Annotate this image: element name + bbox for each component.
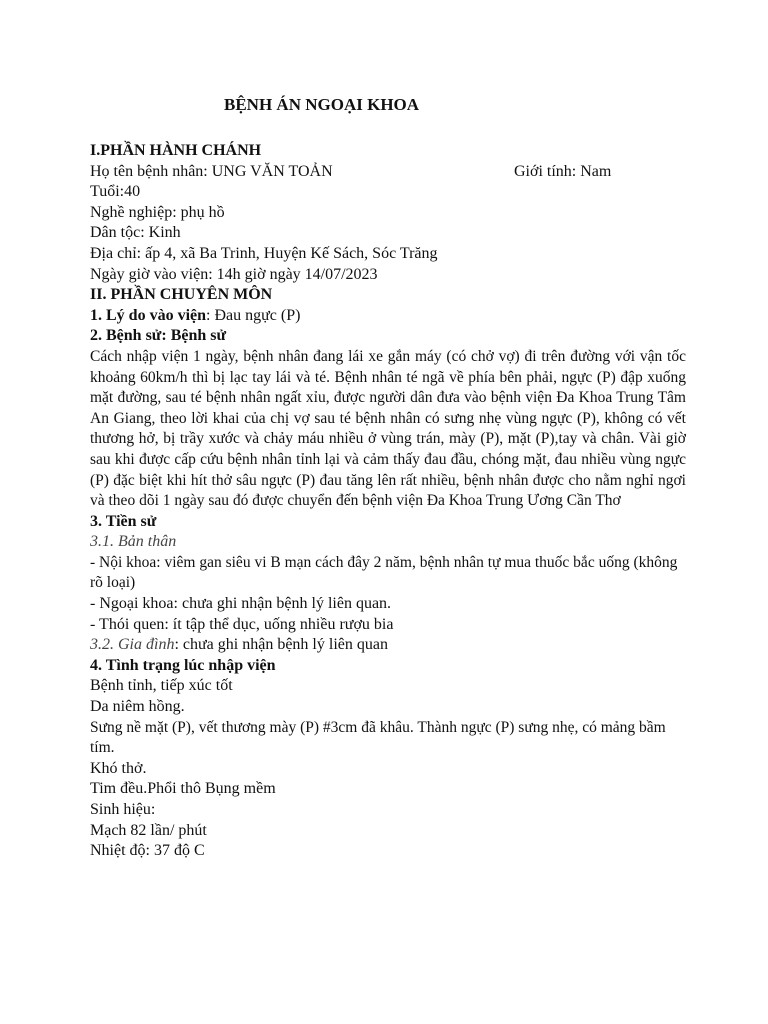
document-content — [90, 141, 700, 862]
status-line: Nhiệt độ: 37 độ C — [90, 842, 205, 860]
admission-reason — [90, 306, 700, 327]
family-history-label: 3.2. Gia đình — [90, 636, 175, 654]
status-line: Sinh hiệu: — [90, 801, 156, 818]
patient-gender: Giới tính: Nam — [514, 162, 612, 180]
medical-history-text: Cách nhập viện 1 ngày, bệnh nhân đang lái xe gắn máy (có chở vợ) đi trên đường với vận tốc khoảng 60km/h thì bị lạc tay lái và té. Bệnh nhân té ngã về phía bên phải, ngực (P) đập xuống mặt đường, sau té bệnh nhân ngất xỉu, được người dân đưa vào bệnh viện Đa Khoa Trung Tâm An Giang, theo lời khai của chị vợ sau té bệnh nhân có sưng nhẹ vùng ngực (P), không có vết thương hở, bị trầy xước và chảy máu nhiều ở vùng trán, mày (P), mặt (P),tay và chân. Vài giờ sau khi được cấp cứu bệnh nhân tỉnh lại và cảm thấy đau đầu, chóng mặt, đau nhiều vùng ngực (P) đặc biệt khi hít thở sâu ngực (P) đau tăng lên rất nhiều, bệnh nhân được cho nằm nghỉ ngơi và theo dõi 1 ngày sau đó được chuyển đến bệnh viện Đa Khoa Trung Ương Cần Thơ — [90, 347, 686, 510]
internal-medicine-history: - Nội khoa: viêm gan siêu vi B mạn cách đây 2 năm, bệnh nhân tự mua thuốc bắc uống (không rõ loại) — [90, 553, 678, 592]
patient-address: Địa chỉ: ấp 4, xã Ba Trinh, Huyện Kế Sách, Sóc Trăng — [90, 244, 438, 262]
personal-history-label: 3.1. Bản thân — [90, 533, 177, 551]
status-line: Sưng nề mặt (P), vết thương mày (P) #3cm đã khâu. Thành ngực (P) sưng nhẹ, có mảng bầm tím. — [90, 718, 666, 757]
admission-status-heading: 4. Tình trạng lúc nhập viện — [90, 656, 276, 674]
surgical-history: - Ngoại khoa: chưa ghi nhận bệnh lý liên quan. — [90, 595, 392, 613]
status-line: Khó thở. — [90, 759, 147, 777]
family-history-value: : chưa ghi nhận bệnh lý liên quan — [174, 636, 388, 654]
status-line: Tim đều.Phổi thô Bụng mềm — [90, 780, 276, 798]
family-history — [90, 635, 700, 656]
patient-ethnicity: Dân tộc: Kinh — [90, 224, 181, 242]
habits-history: - Thói quen: ít tập thể dục, uống nhiều rượu bia — [90, 615, 394, 633]
section-administrative-heading: I.PHẦN HÀNH CHÁNH — [90, 142, 262, 159]
section-professional-heading: II. PHẦN CHUYÊN MÔN — [90, 286, 273, 304]
past-history-heading: 3. Tiền sử — [90, 512, 157, 530]
patient-occupation: Nghề nghiệp: phụ hồ — [90, 203, 225, 221]
status-line: Da niêm hồng. — [90, 698, 185, 716]
document-title: BỆNH ÁN NGOẠI KHOA — [224, 95, 420, 114]
status-line: Bệnh tỉnh, tiếp xúc tốt — [90, 677, 233, 695]
admission-reason-value: : Đau ngực (P) — [206, 306, 301, 324]
admission-time: Ngày giờ vào viện: 14h giờ ngày 14/07/2023 — [90, 265, 378, 283]
patient-name-row — [90, 162, 700, 183]
patient-age: Tuổi:40 — [90, 183, 141, 201]
patient-name: Họ tên bệnh nhân: UNG VĂN TOẢN — [90, 162, 333, 180]
medical-history-heading: 2. Bệnh sử: Bệnh sử — [90, 327, 227, 345]
admission-reason-label: 1. Lý do vào viện — [90, 306, 207, 324]
status-line: Mạch 82 lần/ phút — [90, 821, 207, 839]
